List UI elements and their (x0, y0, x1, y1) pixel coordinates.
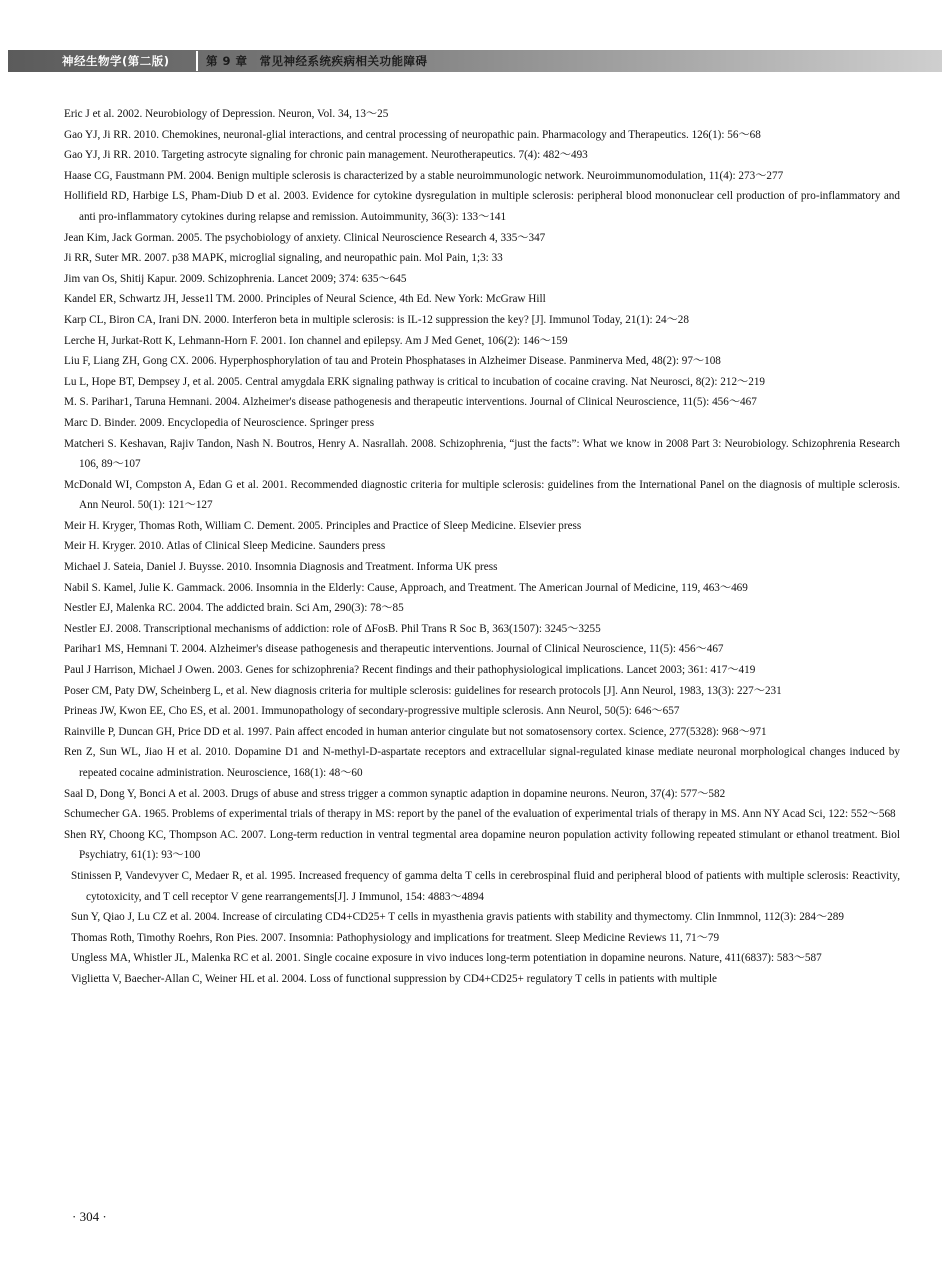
reference-item: Haase CG, Faustmann PM. 2004. Benign multiple sclerosis is characterized by a stable neuroimmunologic network. Neuroimmunomodulation, 11(4): 273～277 (64, 169, 784, 182)
reference-item: Jim van Os, Shitij Kapur. 2009. Schizophrenia. Lancet 2009; 374: 635～645 (64, 272, 407, 285)
reference-item: Rainville P, Duncan GH, Price DD et al. 1997. Pain affect encoded in human anterior cingulate but not somatosensory cortex. Science, 277(5328): 968～971 (64, 725, 767, 738)
reference-item: Nestler EJ. 2008. Transcriptional mechanisms of addiction: role of ΔFosB. Phil Trans R Soc B, 363(1507): 3245～3255 (64, 622, 601, 635)
reference-item: Ren Z, Sun WL, Jiao H et al. 2010. Dopamine D1 and N-methyl-D-aspartate receptors and extracellular signal-regulated kinase mediate neuronal morphological changes induced by repeated cocaine administration. Neuroscience, 168(1): 48～60 (64, 746, 900, 779)
reference-item: Gao YJ, Ji RR. 2010. Chemokines, neuronal-glial interactions, and central processing of neuropathic pain. Pharmacology and Therapeutics. 126(1): 56～68 (64, 128, 761, 141)
reference-item: Stinissen P, Vandevyver C, Medaer R, et al. 1995. Increased frequency of gamma delta T cells in cerebrospinal fluid and peripheral blood of patients with multiple sclerosis: Reactivity, cytotoxicity, and T cell receptor V gene rearrangements[J]. J Immunol, 154: 4883～4894 (71, 869, 900, 903)
reference-item: Hollifield RD, Harbige LS, Pham-Diub D et al. 2003. Evidence for cytokine dysregulation in multiple sclerosis: peripheral blood mononuclear cell production of pro-inflammatory and anti pro-inflammatory cytokines during relapse and remission. Autoimmunity, 36(3): 133～141 (64, 190, 900, 223)
reference-item: Shen RY, Choong KC, Thompson AC. 2007. Long-term reduction in ventral tegmental area dopamine neuron population activity following repeated stimulant or ethanol treatment. Biol Psychiatry, 61(1): 93～100 (64, 828, 900, 862)
reference-item: Matcheri S. Keshavan, Rajiv Tandon, Nash N. Boutros, Henry A. Nasrallah. 2008. Schizophrenia, “just the facts”: What we know in 2008 Part 3: Neurobiology. Schizophrenia Research 106, 89～107 (64, 437, 900, 471)
reference-item: Ji RR, Suter MR. 2007. p38 MAPK, microglial signaling, and neuropathic pain. Mol Pain, 1;3: 33 (64, 252, 503, 265)
reference-item: Kandel ER, Schwartz JH, Jesse1l TM. 2000. Principles of Neural Science, 4th Ed. New York: McGraw Hill (64, 293, 546, 306)
reference-item: Sun Y, Qiao J, Lu CZ et al. 2004. Increase of circulating CD4+CD25+ T cells in myasthenia gravis patients with stability and thymectomy. Clin Inmmnol, 112(3): 284～289 (71, 911, 844, 924)
reference-item: Meir H. Kryger, Thomas Roth, William C. Dement. 2005. Principles and Practice of Sleep Medicine. Elsevier press (64, 519, 582, 532)
reference-item: Eric J et al. 2002. Neurobiology of Depression. Neuron, Vol. 34, 13～25 (64, 108, 389, 120)
reference-item: Jean Kim, Jack Gorman. 2005. The psychobiology of anxiety. Clinical Neuroscience Research 4, 335～347 (64, 231, 546, 244)
reference-item: M. S. Parihar1, Taruna Hemnani. 2004. Alzheimer's disease pathogenesis and therapeutic interventions. Journal of Clinical Neuroscience, 11(5): 456～467 (64, 396, 757, 409)
chapter-title: 第 9 章 常见神经系统疾病相关功能障碍 (206, 54, 428, 68)
reference-item: Nabil S. Kamel, Julie K. Gammack. 2006. Insomnia in the Elderly: Cause, Approach, and Treatment. The American Journal of Medicine, 119, 463～469 (64, 581, 748, 594)
reference-item: Marc D. Binder. 2009. Encyclopedia of Neuroscience. Springer press (64, 416, 375, 429)
reference-item: Viglietta V, Baecher-Allan C, Weiner HL et al. 2004. Loss of functional suppression by CD4+CD25+ regulatory T cells in patients with multiple (71, 972, 718, 985)
reference-item: Prineas JW, Kwon EE, Cho ES, et al. 2001. Immunopathology of secondary-progressive multiple sclerosis. Ann Neurol, 50(5): 646～657 (64, 705, 680, 718)
reference-item: Ungless MA, Whistler JL, Malenka RC et al. 2001. Single cocaine exposure in vivo induces long-term potentiation in dopamine neurons. Nature, 411(6837): 583～587 (71, 952, 822, 965)
reference-item: Schumecher GA. 1965. Problems of experimental trials of therapy in MS: report by the panel of the evaluation of experimental trials of therapy in MS. Ann NY Acad Sci, 122: 552～568 (64, 808, 896, 821)
reference-item: Nestler EJ, Malenka RC. 2004. The addicted brain. Sci Am, 290(3): 78～85 (64, 602, 404, 615)
reference-item: Meir H. Kryger. 2010. Atlas of Clinical Sleep Medicine. Saunders press (64, 540, 386, 553)
reference-item: Karp CL, Biron CA, Irani DN. 2000. Interferon beta in multiple sclerosis: is IL-12 suppression the key? [J]. Immunol Today, 21(1): 24～28 (64, 313, 689, 326)
reference-item: Michael J. Sateia, Daniel J. Buysse. 2010. Insomnia Diagnosis and Treatment. Informa UK press (64, 561, 498, 574)
header-divider (196, 51, 198, 71)
reference-item: Poser CM, Paty DW, Scheinberg L, et al. New diagnosis criteria for multiple sclerosis: guidelines for research protocols [J]. Ann Neurol, 1983, 13(3): 227～231 (64, 684, 782, 697)
book-title: 神经生物学(第二版) (62, 54, 170, 68)
reference-item: Saal D, Dong Y, Bonci A et al. 2003. Drugs of abuse and stress trigger a common synaptic adaption in dopamine neurons. Neuron, 37(4): 577～582 (64, 787, 726, 800)
reference-item: Gao YJ, Ji RR. 2010. Targeting astrocyte signaling for chronic pain management. Neurotherapeutics. 7(4): 482～493 (64, 149, 588, 162)
reference-item: Lu L, Hope BT, Dempsey J, et al. 2005. Central amygdala ERK signaling pathway is critical to incubation of cocaine craving. Nat Neurosci, 8(2): 212～219 (64, 375, 766, 388)
reference-item: Thomas Roth, Timothy Roehrs, Ron Pies. 2007. Insomnia: Pathophysiology and implications for treatment. Sleep Medicine Reviews 11, 71～79 (71, 931, 720, 944)
page-number: · 304 · (72, 1209, 107, 1224)
reference-list (64, 104, 900, 990)
reference-item: Paul J Harrison, Michael J Owen. 2003. Genes for schizophrenia? Recent findings and their pathophysiological implications. Lancet 2003; 361: 417～419 (64, 664, 756, 677)
reference-item: Parihar1 MS, Hemnani T. 2004. Alzheimer's disease pathogenesis and therapeutic interventions. Journal of Clinical Neuroscience, 11(5): 456～467 (64, 643, 724, 656)
reference-item: Lerche H, Jurkat-Rott K, Lehmann-Horn F. 2001. Ion channel and epilepsy. Am J Med Genet, 106(2): 146～159 (64, 334, 568, 347)
reference-item: Liu F, Liang ZH, Gong CX. 2006. Hyperphosphorylation of tau and Protein Phosphatases in Alzheimer Disease. Panminerva Med, 48(2): 97～108 (64, 355, 721, 368)
reference-item: McDonald WI, Compston A, Edan G et al. 2001. Recommended diagnostic criteria for multiple sclerosis: guidelines from the International Panel on the diagnosis of multiple sclerosis. Ann Neurol. 50(1): 121～127 (64, 478, 900, 512)
